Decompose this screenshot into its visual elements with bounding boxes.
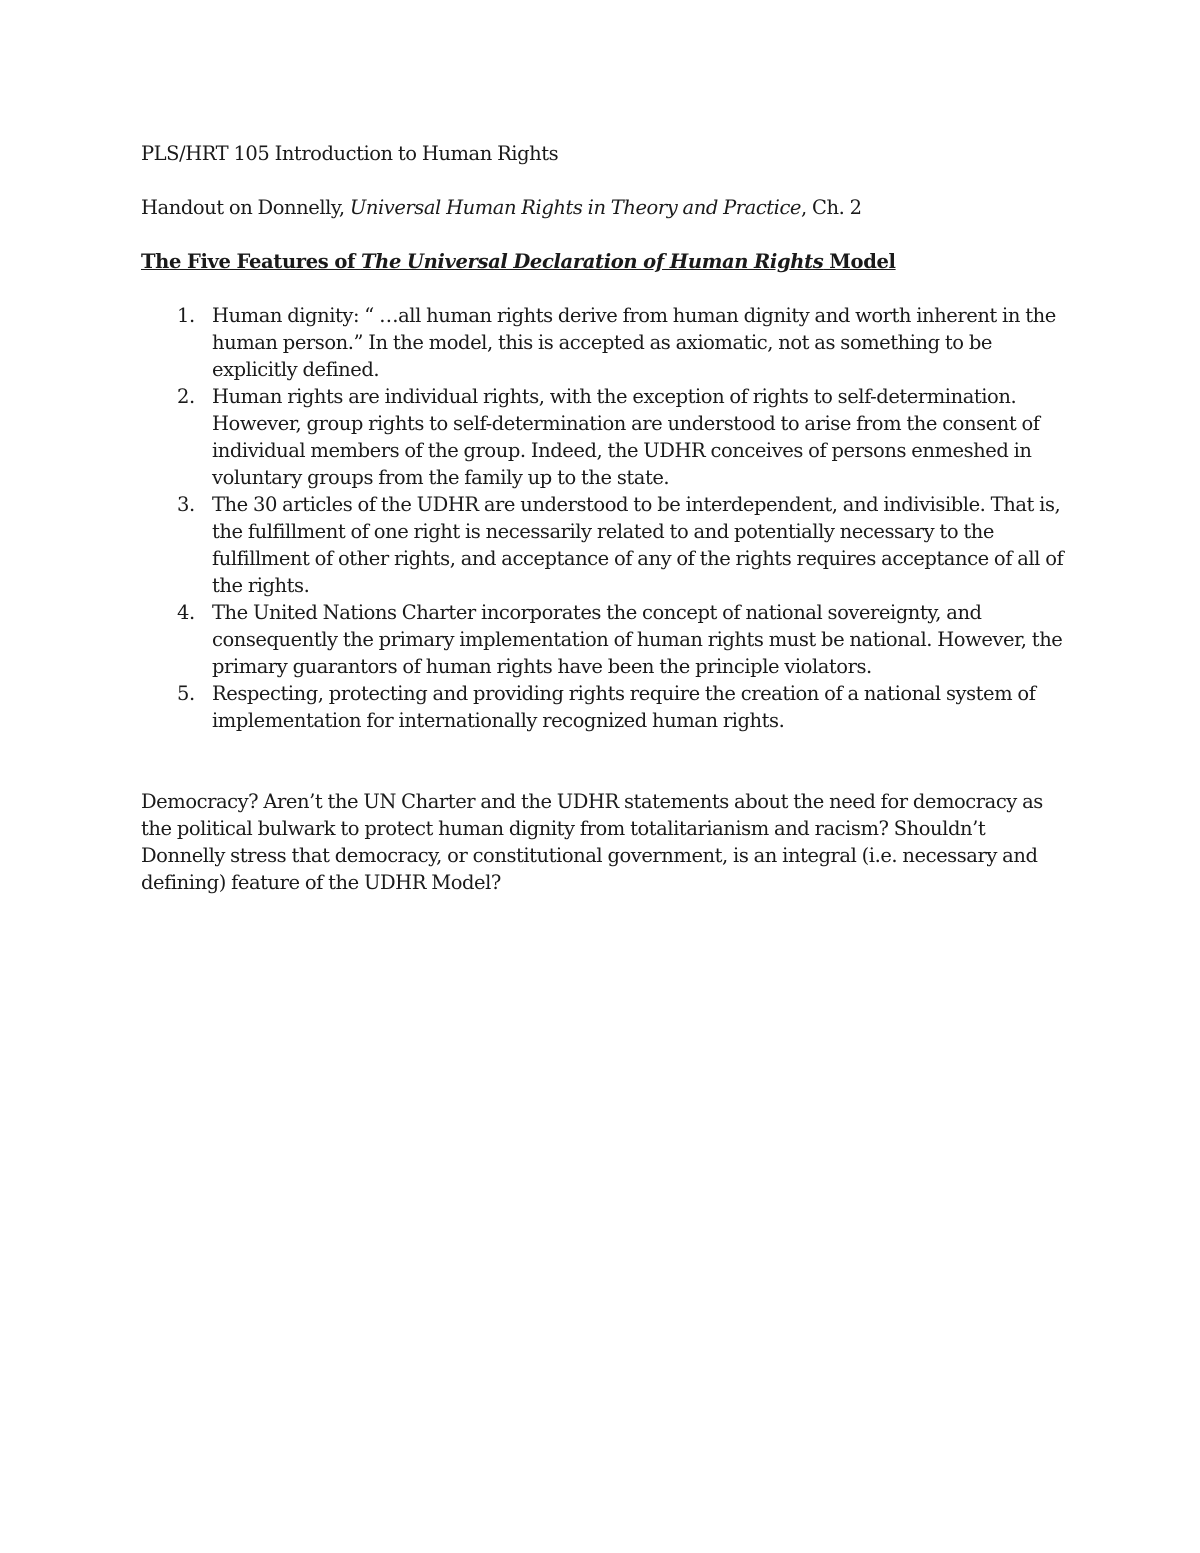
list-item-text: Respecting, protecting and providing rights require the creation of a national system of implementation for internationally recognized human rights. bbox=[212, 682, 1036, 732]
list-item-number: 5. bbox=[177, 682, 195, 705]
list-item-number: 4. bbox=[177, 601, 195, 624]
list-item bbox=[141, 383, 1071, 491]
list-item-text: The 30 articles of the UDHR are understood to be interdependent, and indivisible. That is, the fulfillment of one right is necessarily related to and potentially necessary to the fulfillment of other rights, and acceptance of any of the rights requires acceptance of all of the rights. bbox=[212, 493, 1064, 597]
section-heading bbox=[141, 248, 1071, 275]
heading-prefix: The Five Features of bbox=[141, 250, 361, 273]
list-item-number: 3. bbox=[177, 493, 195, 516]
handout-prefix: Handout on Donnelly, bbox=[141, 196, 350, 219]
closing-paragraph: Democracy? Aren’t the UN Charter and the UDHR statements about the need for democracy as the political bulwark to protect human dignity from totalitarianism and racism? Shouldn’t Donnelly stress that democracy, or constitutional government, is an integral (i.e. necessary and defining) feature of the UDHR Model? bbox=[141, 790, 1043, 894]
features-list bbox=[141, 302, 1071, 734]
handout-suffix: , Ch. 2 bbox=[801, 196, 862, 219]
list-item-number: 2. bbox=[177, 385, 195, 408]
list-item bbox=[141, 680, 1071, 734]
heading-italic-title: The Universal Declaration of Human Rights bbox=[360, 250, 824, 273]
book-title: Universal Human Rights in Theory and Practice bbox=[349, 196, 802, 219]
list-item bbox=[141, 302, 1071, 383]
heading-suffix: Model bbox=[823, 250, 896, 273]
list-item bbox=[141, 491, 1071, 599]
list-item-text: Human dignity: “ …all human rights derive from human dignity and worth inherent in the human person.” In the model, this is accepted as axiomatic, not as something to be explicitly defined. bbox=[212, 304, 1056, 381]
document-page bbox=[141, 140, 1071, 896]
list-item-text: The United Nations Charter incorporates the concept of national sovereignty, and consequently the primary implementation of human rights must be national. However, the primary guarantors of human rights have been the principle violators. bbox=[212, 601, 1063, 678]
list-item bbox=[141, 599, 1071, 680]
list-item-text: Human rights are individual rights, with the exception of rights to self-determination. However, group rights to self-determination are understood to arise from the consent of individual members of the group. Indeed, the UDHR conceives of persons enmeshed in voluntary groups from the family up to the state. bbox=[212, 385, 1040, 489]
handout-line bbox=[141, 194, 1071, 221]
list-item-number: 1. bbox=[177, 304, 195, 327]
course-title: PLS/HRT 105 Introduction to Human Rights bbox=[141, 142, 559, 165]
